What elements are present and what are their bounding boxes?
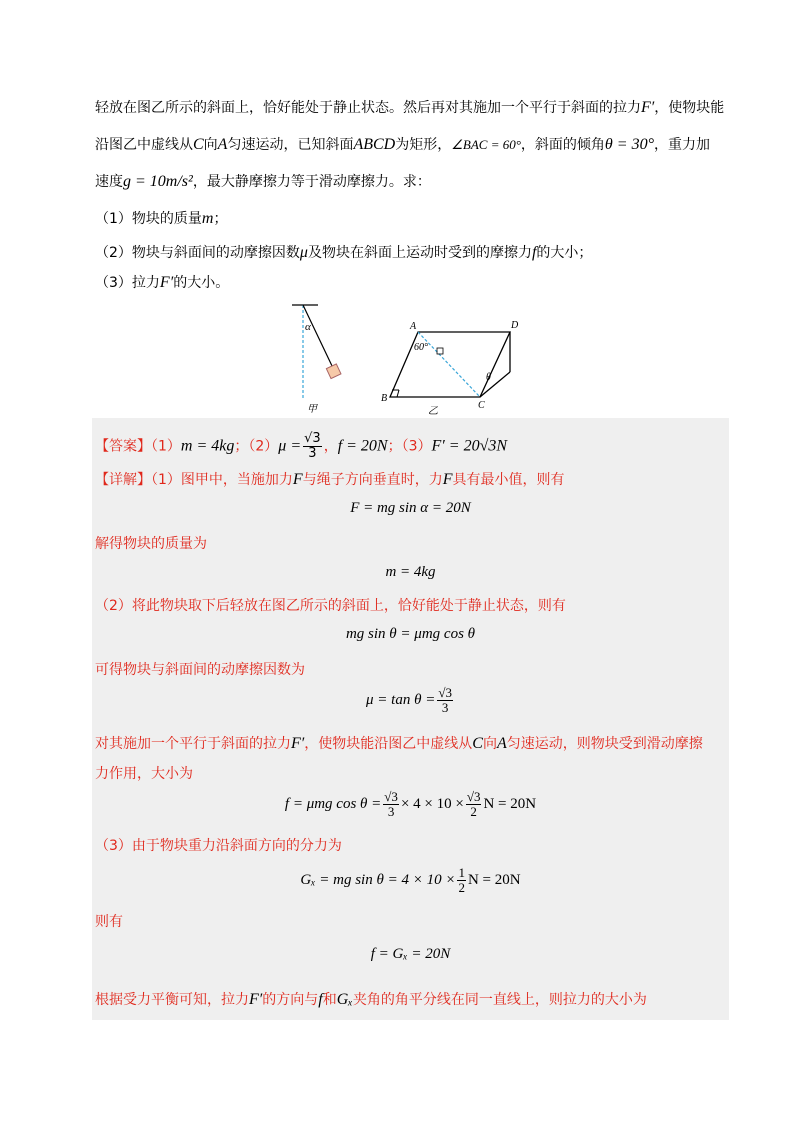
jia-label: 甲 [307,404,317,415]
detail-line-3 [95,596,566,616]
var-f: f [531,244,537,261]
var-F-prime: F′ [641,99,655,116]
detail-text: （1）图甲中，当施加力 [151,472,293,488]
equation-text: F = mg sin α = 20N [350,500,471,516]
equation-5 [92,790,729,819]
answer-sep: ； [234,438,249,455]
detail-text: 根据受力平衡可知，拉力 [95,992,249,1008]
question-text: 及物块在斜面上运动时受到的摩擦力 [307,245,532,261]
equation-6 [92,866,729,895]
var-F-prime: F′ [159,274,174,291]
equation-text: Gₓ = mg sin θ = 4 × 10 × [300,871,456,888]
question-text: ； [213,211,228,227]
problem-text: ，重力加 [653,137,710,153]
var-F-prime: F′ [249,991,263,1008]
equation-text: N = 20N [467,871,521,888]
problem-line-3 [95,172,431,192]
incline-block [437,348,443,354]
answer-line [95,432,507,461]
detail-text: 则有 [95,914,123,930]
detail-text: 匀速运动，则物块受到滑动摩擦 [506,736,703,752]
var-m: m [201,210,214,227]
equation-4 [92,686,729,715]
question-text: （2）物块与斜面间的动摩擦因数 [95,245,300,261]
label-B: B [381,393,388,404]
problem-line-1 [95,98,724,118]
fraction-denominator: 3 [387,804,395,819]
detail-line-5 [95,734,703,754]
var-f: f [318,991,323,1008]
var-C: C [472,735,483,752]
fraction-numerator: √3 [384,789,398,804]
detail-text: ，使物块能沿图乙中虚线从 [304,736,473,752]
var-F: F [442,471,453,488]
fraction-numerator: √3 [466,789,481,804]
rope [303,305,333,368]
equation-text: f = Gₓ = 20N [370,946,451,962]
equation-text: μ = tan θ = [366,691,436,708]
var-ABCD: ABCD [353,136,396,153]
detail-text: 可得物块与斜面间的动摩擦因数为 [95,662,305,678]
equation-text: N = 20N [483,795,537,812]
question-text: （3）拉力 [95,275,160,291]
equation-fraction [457,866,466,895]
equation-text: mg sin θ = μmg cos θ [345,626,476,642]
detail-line-1 [95,470,564,490]
var-g: g = 10m/s² [123,173,193,190]
detail-text: 和 [322,992,337,1008]
problem-text: 沿图乙中虚线从 [95,137,193,153]
label-D: D [511,320,519,331]
figure-yi [370,312,530,417]
problem-text: 为矩形， [395,137,452,153]
detail-line-9 [95,990,647,1010]
detail-line-6 [95,764,193,784]
fraction-denominator: 3 [308,446,317,461]
equation-7 [92,946,729,963]
answer-part: （1） [151,438,181,455]
problem-text: ，斜面的倾角 [520,137,605,153]
problem-text: ，使物块能 [654,100,725,116]
detail-text: （2）将此物块取下后轻放在图乙所示的斜面上，恰好能处于静止状态，则有 [95,598,566,614]
equation-fraction [383,790,399,819]
problem-text: 速度 [95,174,123,190]
detail-line-4 [95,660,305,680]
equation-text: f = μmg cos θ = [284,795,382,812]
detail-text: 力作用，大小为 [95,766,193,782]
problem-text: 匀速运动，已知斜面 [227,137,354,153]
right-angle-mark [397,390,399,397]
answer-tag: 【答案】 [95,438,151,455]
detail-text: 夹角的角平分线在同一直线上，则拉力的大小为 [352,992,647,1008]
equation-text: × 4 × 10 × [400,795,464,812]
equation-fraction [466,790,482,819]
fraction-numerator: √3 [304,431,321,446]
var-C: C [193,136,204,153]
figure-jia [290,300,360,415]
question-1 [95,209,227,229]
detail-line-7 [95,836,342,856]
problem-text: 轻放在图乙所示的斜面上，恰好能处于静止状态。然后再对其施加一个平行于斜面的拉力 [95,100,641,116]
answer-3: F′ = 20√3N [431,437,508,455]
answer-2-mu: μ = [278,437,302,455]
equation-3 [92,626,729,643]
alpha-label: α [305,321,311,333]
var-A: A [217,136,228,153]
answer-sep: ， [323,438,338,455]
equation-2 [92,564,729,581]
answer-2-fraction [303,432,322,461]
answer-2-f: f = 20N [337,437,388,455]
question-text: 的大小； [536,245,593,261]
var-F-prime: F′ [291,735,305,752]
angle-60-label: 60° [414,342,428,353]
yi-label: 乙 [428,406,438,417]
detail-text: （3）由于物块重力沿斜面方向的分力为 [95,838,342,854]
detail-text: 具有最小值，则有 [452,472,565,488]
incline-base-edge [480,372,510,397]
var-F: F [292,471,303,488]
label-A: A [410,321,417,332]
equation-fraction [437,686,453,715]
answer-1: m = 4kg [180,437,235,455]
label-C: C [478,400,485,411]
detail-tag: 【详解】 [95,472,151,488]
pendulum-block [326,364,341,379]
detail-text: 与绳子方向垂直时，力 [302,472,443,488]
detail-line-2 [95,534,207,554]
var-Gx: Gₓ [336,991,353,1008]
var-angle-BAC: ∠BAC = 60° [451,137,521,152]
var-theta: θ = 30° [604,136,654,153]
detail-text: 的方向与 [262,992,319,1008]
answer-part: （2） [248,438,279,455]
fraction-numerator: √3 [438,685,452,700]
fraction-numerator: 1 [458,865,465,880]
problem-text: ，最大静摩擦力等于滑动摩擦力。求： [192,174,431,190]
var-A: A [496,735,507,752]
detail-line-8 [95,912,123,932]
fraction-denominator: 3 [441,700,449,715]
answer-sep: ； [387,438,402,455]
problem-text: 向 [203,137,218,153]
question-2 [95,243,592,263]
detail-text: 解得物块的质量为 [95,536,207,552]
equation-1 [92,500,729,517]
detail-text: 向 [482,736,497,752]
fraction-denominator: 2 [458,880,465,895]
question-3 [95,273,229,293]
detail-text: 对其施加一个平行于斜面的拉力 [95,736,291,752]
fraction-denominator: 2 [470,804,477,819]
theta-label: θ [486,372,491,383]
problem-line-2 [95,135,710,155]
question-text: 的大小。 [173,275,230,291]
equation-text: m = 4kg [385,564,436,580]
question-text: （1）物块的质量 [95,211,202,227]
var-mu: μ [299,244,308,261]
answer-part: （3） [401,438,432,455]
